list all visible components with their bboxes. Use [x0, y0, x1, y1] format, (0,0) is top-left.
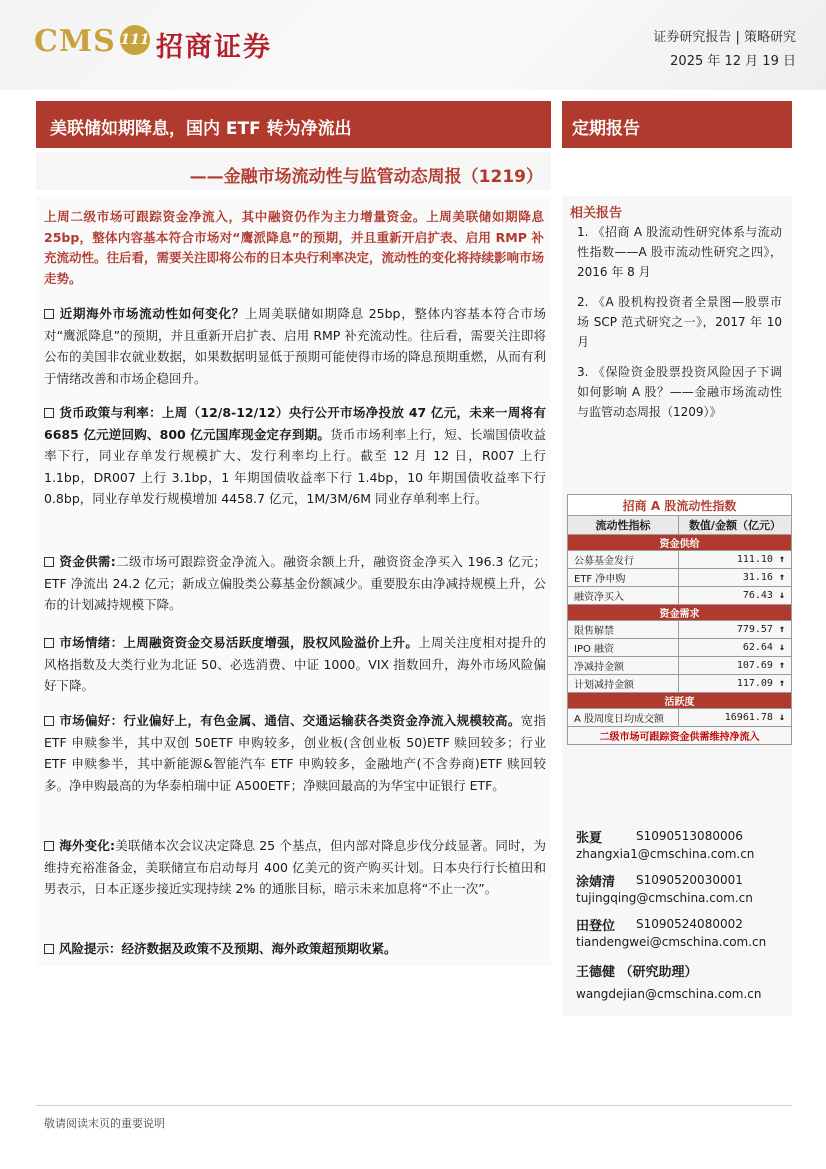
- logo-badge: 111: [120, 25, 150, 55]
- table-title-row: [568, 495, 792, 516]
- analyst-name: 涂婧清: [576, 875, 616, 890]
- section-row: [568, 605, 792, 621]
- analyst-email[interactable]: tiandengwei@cmschina.com.cn: [576, 935, 767, 949]
- checkbox-bullet-icon: [44, 841, 54, 851]
- related-report-item[interactable]: 2. 《A 股机构投资者全景图—股票市场 SCP 范式研究之一》，2017 年 10 月: [577, 295, 782, 349]
- related-report-item[interactable]: 1. 《招商 A 股流动性研究体系与流动性指数——A 股市流动性研究之四》，2016 年 8 月: [577, 225, 782, 279]
- arrow-up-icon: ↑: [778, 678, 785, 689]
- indicator-value: 117.09 ↑: [678, 675, 791, 693]
- table-header-row: [568, 516, 792, 535]
- report-subtitle: ——金融市场流动性与监管动态周报（1219）: [189, 167, 543, 187]
- table-row: [568, 569, 792, 587]
- indicator-label: ETF 净申购: [568, 569, 679, 587]
- table-title: 招商 A 股流动性指数: [568, 495, 792, 516]
- arrow-up-icon: ↑: [778, 660, 785, 671]
- indicator-label: A 股周度日均成交额: [568, 709, 679, 727]
- indicator-value: 62.64 ↓: [678, 639, 791, 657]
- checkbox-bullet-icon: [44, 309, 54, 319]
- table-row: [568, 709, 792, 727]
- report-category: 证券研究报告 | 策略研究: [653, 30, 796, 45]
- report-date: 2025 年 12 月 19 日: [670, 54, 796, 69]
- column-header-indicator: 流动性指标: [568, 516, 679, 535]
- report-type-label: 定期报告: [572, 119, 640, 139]
- bullet-body: 宽指 ETF 申赎参半，其中双创 50ETF 申购较多，创业板(含创业板 50)ETF 赎回较多；行业 ETF 申赎参半，其中新能源&智能汽车 ETF 申购较多，金融地产(不含券商)ETF 赎回较多。净申购最高的为华泰柏瑞中证 A500ETF；净赎回最高的为华宝中证银行 ETF。: [44, 713, 546, 793]
- bullet-body: 美联储本次会议决定降息 25 个基点，但内部对降息步伐分歧显著。同时，为维持充裕准备金，美联储宣布启动每月 400 亿美元的资产购买计划。日本央行行长植田和男表示，日本正逐步接近实现持续 2% 的通胀目标，暗示未来加息将“不止一次”。: [44, 838, 546, 896]
- indicator-value: 31.16 ↑: [678, 569, 791, 587]
- indicator-label: 计划减持金额: [568, 675, 679, 693]
- checkbox-bullet-icon: [44, 408, 54, 418]
- arrow-down-icon: ↓: [778, 642, 785, 653]
- analyst-email[interactable]: wangdejian@cmschina.com.cn: [576, 987, 762, 1001]
- indicator-label: IPO 融资: [568, 639, 679, 657]
- indicator-value: 76.43 ↓: [678, 587, 791, 605]
- bullet-overseas-change: [44, 835, 546, 900]
- bullet-head: 市场情绪：上周融资资金交易活跃度增强，股权风险溢价上升。: [59, 635, 419, 650]
- section-row: [568, 535, 792, 551]
- indicator-label: 公募基金发行: [568, 551, 679, 569]
- footer-note: 敬请阅读末页的重要说明: [44, 1117, 165, 1130]
- indicator-label: 融资净买入: [568, 587, 679, 605]
- analyst-license-id: S1090520030001: [636, 873, 743, 887]
- indicator-label: 净减持金额: [568, 657, 679, 675]
- arrow-up-icon: ↑: [778, 624, 785, 635]
- arrow-down-icon: ↓: [778, 712, 785, 723]
- liquidity-index-table: [567, 494, 792, 745]
- indicator-value: 16961.78 ↓: [678, 709, 791, 727]
- bullet-body: 上周美联储如期降息 25bp，整体内容基本符合市场对“鹰派降息”的预期，并且重新开启扩表、启用 RMP 补充流动性。往后看，需要关注即将公布的美国非农就业数据，如果数据明显低于预期可能使得市场的降息预期重燃，从而有利于情绪改善和市场企稳回升。: [44, 306, 546, 386]
- bullet-body: 货币市场利率上行，短、长端国债收益率下行，同业存单发行规模扩大、发行利率均上行。截至 12 月 12 日，R007 上行 1.1bp，DR007 上行 3.1bp，1 年期国债收益率下行 1.4bp，10 年期国债收益率下行 0.8bp，同业存单发行规模增加 4458.7 亿元，1M/3M/6M 同业存单利率上行。: [44, 426, 546, 506]
- table-row: [568, 551, 792, 569]
- table-row: [568, 657, 792, 675]
- footer-divider: [36, 1105, 792, 1106]
- bullet-head: 近期海外市场流动性如何变化？: [59, 306, 245, 321]
- bullet-head: 风险提示：经济数据及政策不及预期、海外政策超预期收紧。: [59, 941, 397, 956]
- report-title: 美联储如期降息，国内 ETF 转为净流出: [50, 119, 352, 139]
- table-row: [568, 675, 792, 693]
- logo-chinese: 招商证券: [156, 32, 272, 63]
- column-header-value: 数值/金额（亿元）: [678, 516, 791, 535]
- analyst-license-id: S1090524080002: [636, 917, 743, 931]
- logo-latin: CMS: [34, 24, 116, 59]
- bullet-monetary-policy: [44, 402, 546, 510]
- analyst-name: 田登位: [576, 919, 616, 934]
- bullet-body: 二级市场可跟踪资金净流入。融资余额上升，融资资金净买入 196.3 亿元；ETF 净流出 24.2 亿元；新成立偏股类公募基金份额减少。重要股东由净减持规模上升，公布的计划减持规模下降。: [44, 554, 547, 612]
- bullet-market-preference: [44, 710, 546, 796]
- section-row: [568, 693, 792, 709]
- indicator-value: 107.69 ↑: [678, 657, 791, 675]
- table-footer-note: 二级市场可跟踪资金供需维持净流入: [568, 727, 792, 745]
- section-label: 活跃度: [568, 693, 792, 709]
- bullet-body: 上周关注度相对提升的风格指数及大类行业为北证 50、必选消费、中证 1000。VIX 指数回升，海外市场风险偏好下降。: [44, 635, 546, 693]
- checkbox-bullet-icon: [44, 716, 54, 726]
- checkbox-bullet-icon: [44, 638, 54, 648]
- analyst-name: 张夏: [576, 831, 603, 846]
- checkbox-bullet-icon: [44, 557, 54, 567]
- related-reports-title: 相关报告: [570, 206, 623, 221]
- bullet-head: 市场偏好：行业偏好上，有色金属、通信、交通运输获各类资金净流入规模较高。: [59, 713, 521, 728]
- bullet-head: 货币政策与利率：上周（12/8-12/12）央行公开市场净投放 47 亿元，未来一周将有 6685 亿元逆回购、800 亿元国库现金定存到期。: [44, 405, 546, 442]
- arrow-up-icon: ↑: [778, 572, 785, 583]
- summary-paragraph: 上周二级市场可跟踪资金净流入，其中融资仍作为主力增量资金。上周美联储如期降息 25bp，整体内容基本符合市场对“鹰派降息”的预期，并且重新开启扩表、启用 RMP 补充流动性。往后看，需要关注即将公布的日本央行利率决定，流动性的变化将持续影响市场走势。: [44, 209, 545, 286]
- checkbox-bullet-icon: [44, 944, 54, 954]
- arrow-up-icon: ↑: [778, 554, 785, 565]
- analyst-name: 王德健 （研究助理）: [576, 965, 698, 980]
- bullet-fund-supply: [44, 551, 546, 616]
- analyst-license-id: S1090513080006: [636, 829, 743, 843]
- analyst-email[interactable]: zhangxia1@cmschina.com.cn: [576, 847, 755, 861]
- indicator-label: 限售解禁: [568, 621, 679, 639]
- table-row: [568, 621, 792, 639]
- bullet-risk-warning: [44, 938, 546, 960]
- indicator-value: 779.57 ↑: [678, 621, 791, 639]
- bullet-head: 资金供需:: [59, 554, 116, 569]
- arrow-down-icon: ↓: [778, 590, 785, 601]
- table-row: [568, 587, 792, 605]
- section-label: 资金需求: [568, 605, 792, 621]
- bullet-head: 海外变化:: [59, 838, 116, 853]
- table-footer-row: [568, 727, 792, 745]
- section-label: 资金供给: [568, 535, 792, 551]
- bullet-market-sentiment: [44, 632, 546, 697]
- analyst-email[interactable]: tujingqing@cmschina.com.cn: [576, 891, 753, 905]
- related-report-item[interactable]: 3. 《保险资金股票投资风险因子下调如何影响 A 股？——金融市场流动性与监管动态周报（1209）》: [577, 365, 782, 419]
- indicator-value: 111.10 ↑: [678, 551, 791, 569]
- table-row: [568, 639, 792, 657]
- bullet-overseas-liquidity: [44, 303, 546, 389]
